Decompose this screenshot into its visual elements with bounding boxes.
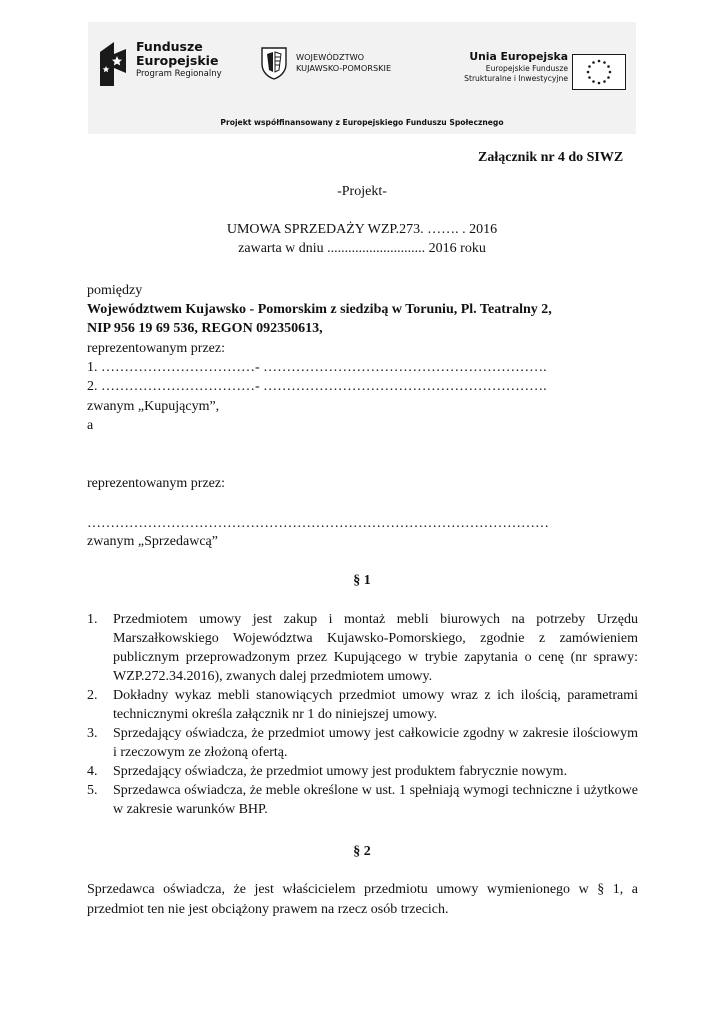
woj-logo-line2: KUJAWSKO-POMORSKIE — [296, 63, 392, 73]
list-item — [87, 686, 638, 724]
fundusze-europejskie-emblem-icon — [98, 40, 128, 88]
ue-logo-line1: Unia Europejska — [469, 50, 568, 63]
list-item-text: Przedmiotem umowy jest zakup i montaż mebli biurowych na potrzeby Urzędu Marszałkowskiego Województwa Kujawsko-Pomorskiego, zgodnie z zamówieniem publicznym przeprowadzonym przez Kupującego w trybie zapytania o cenę (nr sprawy: WZP.272.34.2016), zwanych dalej przedmiotem umowy. — [113, 612, 638, 684]
list-item-text: Sprzedający oświadcza, że przedmiot umowy jest produktem fabrycznie nowym. — [113, 764, 568, 779]
buyer-ids: NIP 956 19 69 536, REGON 092350613, — [87, 321, 323, 336]
list-item-text: Sprzedawca oświadcza, że meble określone w ust. 1 spełniają wymogi techniczne i użytkowe w zakresie warunków BHP. — [113, 783, 638, 817]
list-item — [87, 781, 638, 819]
list-item-text: Dokładny wykaz mebli stanowiących przedmiot umowy wraz z ich ilością, parametrami technicznymi określa załącznik nr 1 do niniejszej umowy. — [113, 688, 638, 722]
fe-logo-line2: Europejskie — [136, 53, 219, 68]
buyer-represented-label: reprezentowanym przez: — [87, 341, 225, 356]
list-item-number: 3. — [87, 726, 98, 741]
seller-dots-line: ……………………………………………………………………………………… — [87, 516, 549, 531]
project-label: -Projekt- — [337, 184, 387, 199]
fe-logo-line1: Fundusze — [136, 39, 203, 54]
section-1-list — [87, 610, 638, 819]
list-item-number: 1. — [87, 612, 98, 627]
header-logo-band — [88, 22, 636, 134]
list-item-number: 5. — [87, 783, 98, 798]
contract-date-line: zawarta w dniu ............................ 2016 roku — [238, 241, 486, 256]
unia-europejska-logo-text — [450, 50, 568, 84]
list-item-number: 4. — [87, 764, 98, 779]
ue-logo-line2: Europejskie Fundusze — [485, 64, 568, 73]
ue-logo-line3: Strukturalne i Inwestycyjne — [464, 74, 568, 83]
wojewodztwo-logo — [260, 46, 391, 80]
section-2-heading: § 2 — [353, 844, 371, 859]
buyer-name: Województwem Kujawsko - Pomorskim z siedzibą w Toruniu, Pl. Teatralny 2, — [87, 302, 552, 317]
between-label: pomiędzy — [87, 283, 143, 298]
and-label: a — [87, 418, 94, 433]
annex-label: Załącznik nr 4 do SIWZ — [478, 150, 624, 165]
buyer-called: zwanym „Kupującym”, — [87, 399, 220, 414]
fundusze-europejskie-logo — [98, 40, 222, 88]
coat-of-arms-icon — [260, 46, 288, 80]
list-item-text: Sprzedający oświadcza, że przedmiot umowy jest całkowicie zgodny w zakresie ilościowym i rzeczowym ze złożoną ofertą. — [113, 726, 638, 760]
cofinancing-note: Projekt współfinansowany z Europejskiego Funduszu Społecznego — [220, 118, 504, 127]
fe-logo-line3: Program Regionalny — [136, 69, 222, 79]
eu-flag-icon — [572, 54, 626, 90]
buyer-rep-2: 2. ……………………………- ……………………………………………………. — [87, 379, 547, 394]
list-item — [87, 724, 638, 762]
list-item-number: 2. — [87, 688, 98, 703]
buyer-rep-1: 1. ……………………………- ……………………………………………………. — [87, 360, 547, 375]
contract-title: UMOWA SPRZEDAŻY WZP.273. ……. . 2016 — [226, 222, 498, 237]
section-2-paragraph: Sprzedawca oświadcza, że jest właścicielem przedmiotu umowy wymienionego w § 1, a przedmiot ten nie jest obciążony prawem na rzecz osób trzecich. — [87, 882, 638, 917]
section-1-heading: § 1 — [353, 573, 371, 588]
seller-called: zwanym „Sprzedawcą” — [87, 534, 218, 549]
list-item — [87, 762, 638, 781]
woj-logo-line1: WOJEWÓDZTWO — [296, 52, 365, 62]
list-item — [87, 610, 638, 686]
seller-represented-label: reprezentowanym przez: — [87, 476, 225, 491]
